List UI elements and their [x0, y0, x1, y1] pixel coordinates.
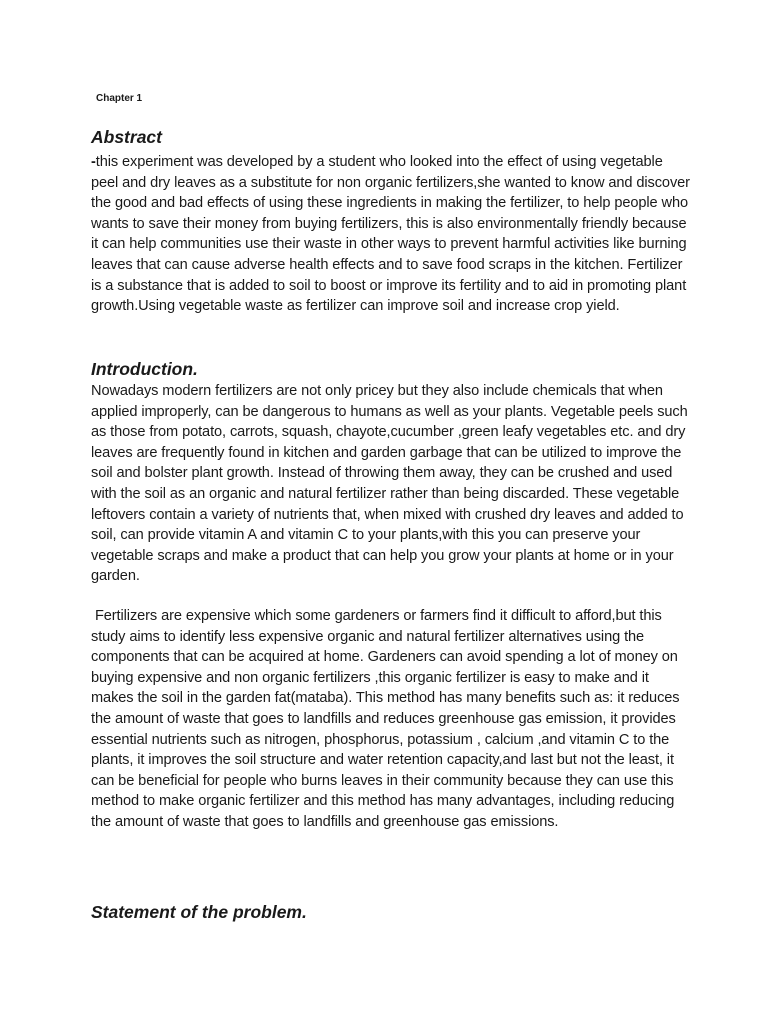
abstract-text: this experiment was developed by a student who looked into the effect of using vegetable peel and dry leaves as a substitute for non organic fertilizers,she wanted to know and discover the good and bad effects of using these ingredients in making the fertilizer, to help people who wants to save their money from buying fertilizers, this is also environmentally friendly because it can help communities use their waste in other ways to prevent harmful activities like burning leaves that can cause adverse health effects and to save food scraps in the kitchen. Fertilizer is a substance that is added to soil to boost or improve its fertility and to aid in promoting plant growth.Using vegetable waste as fertilizer can improve soil and increase crop yield.: [91, 154, 690, 315]
introduction-heading: Introduction.: [91, 359, 198, 379]
abstract-dash: -: [91, 154, 96, 170]
abstract-heading: Abstract: [91, 127, 162, 147]
statement-of-problem-heading: Statement of the problem.: [91, 902, 307, 922]
chapter-label: Chapter 1: [96, 93, 143, 104]
introduction-paragraph-2: Fertilizers are expensive which some gardeners or farmers find it difficult to afford,but this study aims to identify less expensive organic and natural fertilizer alternatives using the components that can be acquired at home. Gardeners can avoid spending a lot of money on buying expensive and non organic fertilizers ,this organic fertilizer is easy to make and it makes the soil in the garden fat(mataba). This method has many benefits such as: it reduces the amount of waste that goes to landfills and reduces greenhouse gas emission, it provides essential nutrients such as nitrogen, phosphorus, potassium , calcium ,and vitamin C to the plants, it improves the soil structure and water retention capacity,and last but not the least, it can be beneficial for people who burns leaves in their community because they can use this method to make organic fertilizer and this method has many advantages, including reducing the amount of waste that goes to landfills and greenhouse gas emissions.: [91, 608, 684, 830]
abstract-paragraph: [91, 152, 691, 317]
introduction-paragraph-1: Nowadays modern fertilizers are not only pricey but they also include chemicals that when applied improperly, can be dangerous to humans as well as your plants. Vegetable peels such as those from potato, carrots, squash, chayote,cucumber ,green leafy vegetables etc. and dry leaves are frequently found in kitchen and garden garbage that can be utilized to improve the soil and bolster plant growth. Instead of throwing them away, they can be crushed and used with the soil as an organic and natural fertilizer rather than being discarded. These vegetable leftovers contain a variety of nutrients that, when mixed with crushed dry leaves and added to soil, can provide vitamin A and vitamin C to your plants,with this you can preserve your vegetable scraps and make a product that can help you grow your plants at home or in your garden.: [91, 383, 688, 585]
